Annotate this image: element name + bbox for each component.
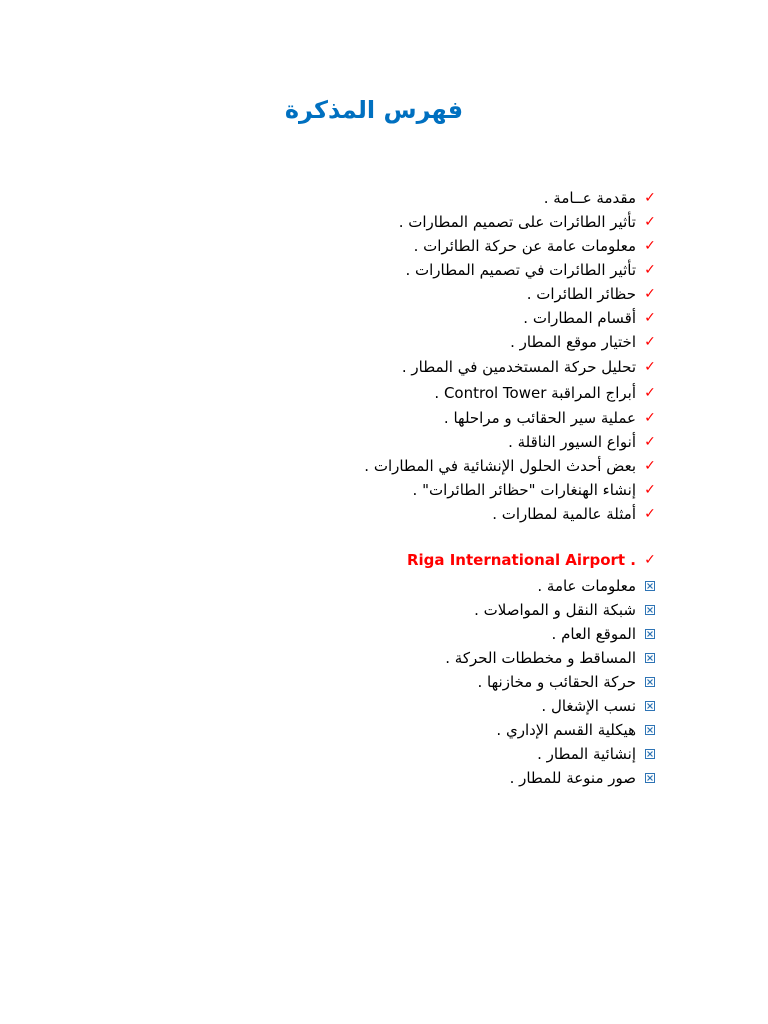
boxed-x-icon [642,721,658,739]
boxed-x-icon [642,625,658,643]
riga-section [407,548,658,572]
sublist-item-label: الموقع العام . [551,625,636,643]
list-item [445,742,658,766]
list-item-label: أبراج المراقبة Control Tower . [434,384,636,402]
list-item [445,574,658,598]
list-item [445,646,658,670]
checkmark-icon: ✓ [644,482,656,498]
checkmark-icon: ✓ [644,410,656,426]
list-item [364,282,658,306]
list-item [364,430,658,454]
riga-heading-item [407,548,658,572]
checkmark-icon: ✓ [644,334,656,350]
list-item [445,622,658,646]
boxed-x-icon [642,673,658,691]
checkmark-icon: ✓ [644,552,656,568]
list-item [364,234,658,258]
list-item [364,502,658,526]
list-item [364,210,658,234]
sublist-item-label: شبكة النقل و المواصلات . [474,601,636,619]
checkmark-icon: ✓ [644,286,656,302]
list-item-label: أنواع السيور الناقلة . [508,433,636,451]
sublist-item-label: حركة الحقائب و مخازنها . [477,673,636,691]
riga-sublist [445,574,658,790]
list-item [364,454,658,478]
list-item [364,406,658,430]
checkmark-icon: ✓ [644,190,656,206]
sublist-item-label: معلومات عامة . [537,577,636,595]
list-item-label: أقسام المطارات . [523,309,636,327]
boxed-x-icon [642,577,658,595]
boxed-x-icon [642,745,658,763]
sublist-item-label: صور منوعة للمطار . [509,769,636,787]
list-item-label: حظائر الطائرات . [526,285,636,303]
list-item-label: عملية سير الحقائب و مراحلها . [443,409,636,427]
sublist-item-label: هيكلية القسم الإداري . [496,721,636,739]
list-item [364,186,658,210]
page-title: فهرس المذكرة [284,96,464,124]
sublist-item-label: المساقط و مخططات الحركة . [445,649,636,667]
list-item [445,766,658,790]
list-item-label: تحليل حركة المستخدمين في المطار . [401,358,636,376]
list-item [445,598,658,622]
checkmark-icon: ✓ [644,434,656,450]
list-item-label: اختيار موقع المطار . [510,333,636,351]
checkmark-icon: ✓ [644,262,656,278]
sublist-item-label: نسب الإشغال . [541,697,636,715]
checkmark-icon: ✓ [644,238,656,254]
list-item-label: تأثير الطائرات على تصميم المطارات . [398,213,636,231]
list-item-label: بعض أحدث الحلول الإنشائية في المطارات . [364,457,636,475]
boxed-x-icon [642,649,658,667]
list-item [364,306,658,330]
main-contents-list [364,186,658,526]
checkmark-icon: ✓ [644,385,656,401]
boxed-x-icon [642,601,658,619]
sublist-item-label: إنشائية المطار . [537,745,636,763]
list-item-label: أمثلة عالمية لمطارات . [492,505,636,523]
checkmark-icon: ✓ [644,214,656,230]
list-item [364,330,658,354]
checkmark-icon: ✓ [644,458,656,474]
boxed-x-icon [642,769,658,787]
list-item [364,380,658,406]
list-item [445,718,658,742]
list-item-label: معلومات عامة عن حركة الطائرات . [413,237,636,255]
list-item [445,670,658,694]
list-item [364,478,658,502]
checkmark-icon: ✓ [644,359,656,375]
checkmark-icon: ✓ [644,506,656,522]
boxed-x-icon [642,697,658,715]
list-item [445,694,658,718]
list-item [364,354,658,380]
riga-heading: Riga International Airport . [406,551,636,569]
list-item [364,258,658,282]
list-item-label: إنشاء الهنغارات "حظائر الطائرات" . [412,481,636,499]
list-item-label: مقدمة عــامة . [543,189,636,207]
list-item-label: تأثير الطائرات في تصميم المطارات . [405,261,636,279]
checkmark-icon: ✓ [644,310,656,326]
